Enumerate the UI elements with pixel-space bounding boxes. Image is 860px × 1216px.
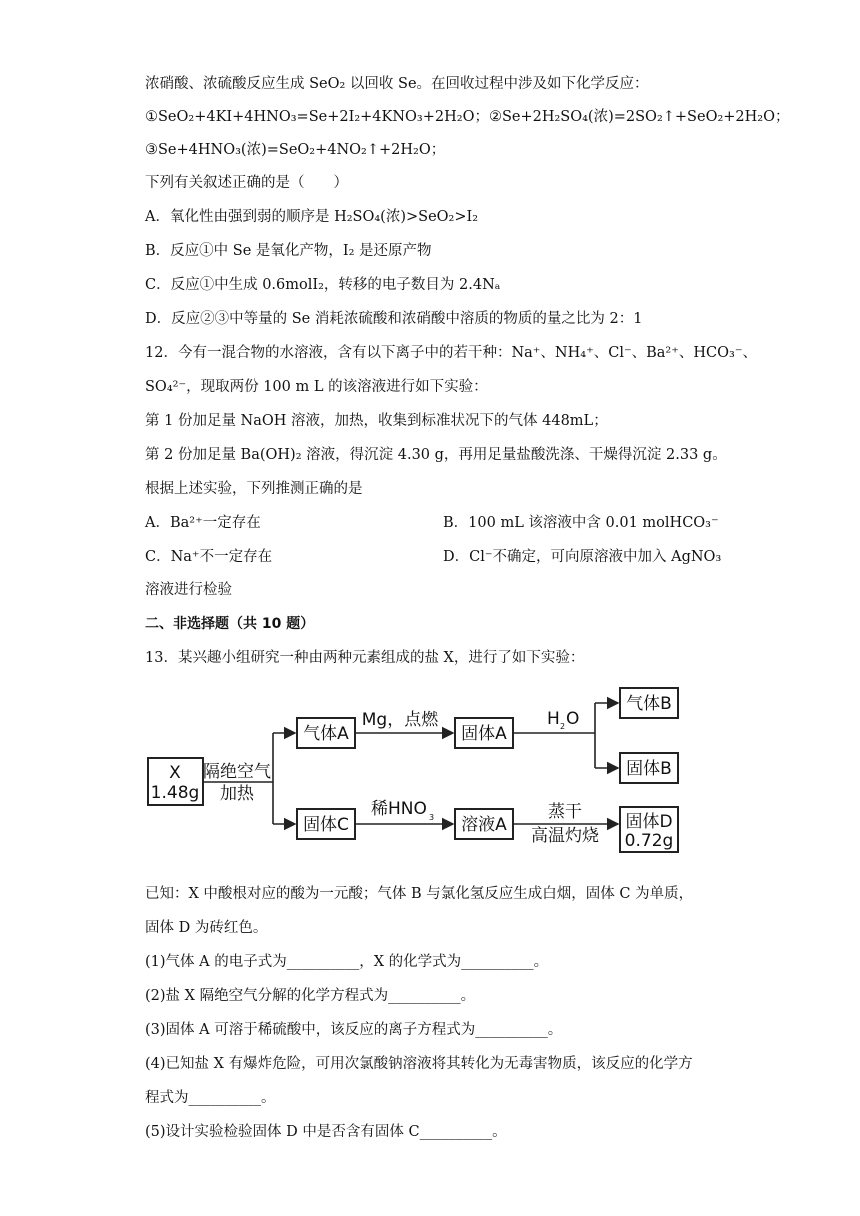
q12-option-d-cont: 溶液进行检验 [145, 582, 232, 598]
q13-known-line2: 固体 D 为砖红色。 [145, 920, 268, 936]
condition-hno3-sub: 3 [429, 813, 435, 822]
q13-part-1: (1)气体 A 的电子式为__________，X 的化学式为__________。 [145, 954, 549, 970]
q11-stem: 下列有关叙述正确的是（ ） [145, 175, 348, 191]
solid-b-label: 固体B [626, 759, 672, 779]
flow-diagram [145, 676, 705, 870]
solution-a-label: 溶液A [461, 815, 507, 835]
condition-water-o: O [566, 709, 580, 729]
q13-known-line1: 已知：X 中酸根对应的酸为一元酸；气体 B 与氯化氢反应生成白烟，固体 C 为单质， [145, 886, 694, 902]
q13-part-4-line2: 程式为__________。 [145, 1090, 276, 1106]
condition-mg: Mg，点燃 [361, 710, 439, 730]
condition-evaporate: 蒸干 [548, 802, 582, 822]
condition-water-h: H [547, 709, 560, 729]
q12-stem-line2: SO₄²⁻，现取两份 100 m L 的该溶液进行如下实验： [145, 379, 488, 395]
condition-water-sub: 2 [560, 722, 566, 731]
q11-option-a: A．氧化性由强到弱的顺序是 H₂SO₄(浓)>SeO₂>I₂ [145, 209, 479, 225]
x-mass: 1.48g [150, 783, 200, 803]
q11-reactions-line2: ③Se+4HNO₃(浓)=SeO₂+4NO₂↑+2H₂O； [145, 142, 446, 158]
q13-part-2: (2)盐 X 隔绝空气分解的化学方程式为__________。 [145, 988, 476, 1004]
condition-calcine: 高温灼烧 [531, 826, 599, 846]
q12-option-b: B．100 mL 该溶液中含 0.01 molHCO₃⁻ [443, 515, 719, 531]
condition-hno3: 稀HNO [371, 799, 427, 819]
condition-heat-b: 加热 [220, 784, 254, 804]
q11-text-line1: 浓硝酸、浓硫酸反应生成 SeO₂ 以回收 Se。在回收过程中涉及如下化学反应： [145, 76, 649, 92]
q12-experiment-2: 第 2 份加足量 Ba(OH)₂ 溶液，得沉淀 4.30 g，再用足量盐酸洗涤、干燥得沉淀 2.33 g。 [145, 447, 727, 463]
q11-option-b: B．反应①中 Se 是氧化产物，I₂ 是还原产物 [145, 243, 432, 259]
q11-option-d: D．反应②③中等量的 Se 消耗浓硫酸和浓硝酸中溶质的物质的量之比为 2：1 [145, 311, 643, 327]
q12-option-a: A．Ba²⁺一定存在 [145, 515, 261, 531]
q12-question: 根据上述实验，下列推测正确的是 [145, 481, 363, 497]
x-name: X [169, 763, 181, 783]
q13-part-3: (3)固体 A 可溶于稀硫酸中，该反应的离子方程式为__________。 [145, 1022, 563, 1038]
solid-c-label: 固体C [303, 815, 349, 835]
solid-a-label: 固体A [461, 724, 507, 744]
q12-option-c: C．Na⁺不一定存在 [145, 549, 273, 565]
solid-d-label: 固体D [625, 812, 673, 832]
q12-experiment-1: 第 1 份加足量 NaOH 溶液，加热，收集到标准状况下的气体 448mL； [145, 413, 608, 429]
q13-part-4-line1: (4)已知盐 X 有爆炸危险，可用次氯酸钠溶液将其转化为无毒害物质，该反应的化学方 [145, 1056, 693, 1072]
q11-option-c: C．反应①中生成 0.6molI₂，转移的电子数目为 2.4Nₐ [145, 277, 501, 293]
q12-option-d: D．Cl⁻不确定，可向原溶液中加入 AgNO₃ [443, 549, 722, 565]
gas-b-label: 气体B [626, 694, 672, 714]
q13-stem: 13．某兴趣小组研究一种由两种元素组成的盐 X，进行了如下实验： [145, 650, 585, 666]
condition-heat-a: 隔绝空气 [203, 762, 271, 782]
solid-d-mass: 0.72g [624, 831, 674, 851]
gas-a-label: 气体A [303, 724, 349, 744]
q11-reactions-line1: ①SeO₂+4KI+4HNO₃=Se+2I₂+4KNO₃+2H₂O；②Se+2H₂SO₄(浓)=2SO₂↑+SeO₂+2H₂O； [145, 109, 790, 125]
q13-part-5: (5)设计实验检验固体 D 中是否含有固体 C__________。 [145, 1124, 507, 1140]
q12-stem-line1: 12．今有一混合物的水溶液，含有以下离子中的若干种：Na⁺、NH₄⁺、Cl⁻、Ba²⁺、HCO₃⁻、 [145, 345, 757, 361]
section-heading: 二、非选择题（共 10 题） [145, 616, 315, 632]
